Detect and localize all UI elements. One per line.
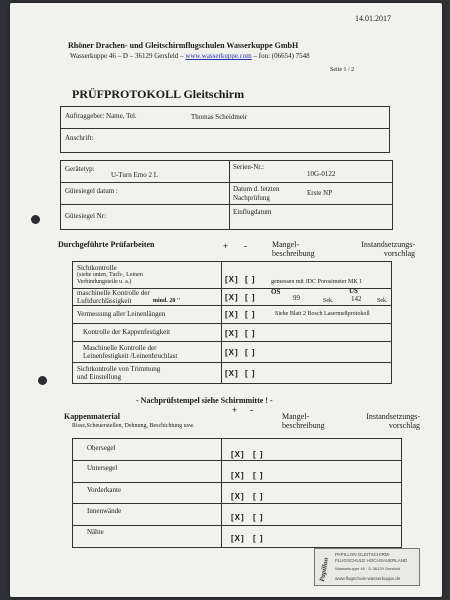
canopy-leading-edge-minus-checkbox[interactable]: [ ] <box>253 492 264 501</box>
punch-hole <box>38 376 47 385</box>
stamp-logo: Papillon <box>318 556 331 583</box>
canopy-top-sail-label: Obersegel <box>87 444 116 452</box>
customer-name-value: Thomas Scheidmeir <box>191 113 248 121</box>
plus-column-label: + <box>223 241 229 251</box>
check-line-lengths-label: Vermessung aller Leinenlängen <box>77 310 166 318</box>
stamp-line-4: www.flugschule-wasserkuppe.de <box>335 576 401 581</box>
check-porosity-minimum: mind. 20 '' <box>153 298 181 304</box>
punch-hole <box>31 215 40 224</box>
check-porosity-plus-checkbox[interactable]: [X] <box>225 293 239 302</box>
check-line-strength-plus-checkbox[interactable]: [X] <box>225 348 239 357</box>
check-line-strength-minus-checkbox[interactable]: [ ] <box>245 348 256 357</box>
customer-address-label: Anschrift: <box>65 134 94 142</box>
canopy-leading-edge-plus-checkbox[interactable]: [X] <box>231 492 245 501</box>
porosity-us-label: US <box>349 287 358 295</box>
serial-label: Serien-Nr.: <box>233 163 264 171</box>
minus-column-label: - <box>244 241 247 251</box>
check-porosity-label: maschinelle Kontrolle der Luftdurchlässigkeit <box>77 289 150 305</box>
check-line-lengths-note: Siehe Blatt 2 Bosch Lasermeßprotokoll <box>275 311 370 317</box>
canopy-minus-column-label: - <box>250 405 253 415</box>
check-visual-plus-checkbox[interactable]: [X] <box>225 275 239 284</box>
canopy-seams-minus-checkbox[interactable]: [ ] <box>253 534 264 543</box>
porosity-os-label: OS <box>271 288 281 296</box>
canopy-bottom-sail-label: Untersegel <box>87 464 118 472</box>
stamp-note: - Nachprüfstempel siehe Schirmmitte ! - <box>136 396 273 405</box>
porosity-us-value: 142 <box>351 295 362 303</box>
porosity-us-unit: Sek. <box>377 298 388 304</box>
check-visual-sub: (siehe unten, Tuch-, Leinen Verbindungsteile u. a.) <box>77 272 143 285</box>
company-address: Wasserkuppe 46 – D – 36129 Gersfeld – www.wasserkuppe.com – fon: (06654) 7548 <box>70 52 310 60</box>
check-trim-minus-checkbox[interactable]: [ ] <box>245 369 256 378</box>
page-title: PRÜFPROTOKOLL Gleitschirm <box>72 87 245 101</box>
check-line-lengths-plus-checkbox[interactable]: [X] <box>225 310 239 319</box>
check-canopy-strength-label: Kontrolle der Kappenfestigkeit <box>83 328 171 336</box>
canopy-plus-column-label: + <box>232 405 238 415</box>
check-line-strength-label: Maschinelle Kontrolle der Leinenfestigkeit /Leinenbruchlast <box>83 344 178 360</box>
canopy-inner-walls-label: Innenwände <box>87 507 122 515</box>
device-box <box>60 160 393 230</box>
check-visual-minus-checkbox[interactable]: [ ] <box>245 275 256 284</box>
company-name: Rhöner Drachen- und Gleitschirmflugschulen Wasserkuppe GmbH <box>68 41 299 50</box>
stamp-line-2: FLUGSCHULE HOCHSAUERLAND <box>335 558 408 563</box>
device-type-label: Gerätetyp: <box>65 165 95 173</box>
canopy-leading-edge-label: Vorderkante <box>87 486 122 494</box>
checks-table <box>72 261 392 384</box>
canopy-bottom-sail-plus-checkbox[interactable]: [X] <box>231 471 245 480</box>
last-check-label: Datum d. letzten Nachprüfung <box>233 185 280 202</box>
customer-box <box>60 106 390 153</box>
canopy-sub: Risse,Scheuerstellen, Dehnung, Beschichtung usw. <box>72 423 195 429</box>
check-canopy-strength-minus-checkbox[interactable]: [ ] <box>245 329 256 338</box>
page-indicator: Seite 1 / 2 <box>330 67 355 73</box>
stamp-line-3: Wasserkuppe 46 · D-36129 Gersfeld <box>335 566 400 571</box>
device-type-value: U-Turn Emo 2 L <box>111 171 158 179</box>
canopy-defect-column-label: Mangel- beschreibung <box>282 412 325 430</box>
canopy-top-sail-plus-checkbox[interactable]: [X] <box>231 450 245 459</box>
seal-number-label: Gütesiegel Nr: <box>65 212 107 220</box>
check-canopy-strength-plus-checkbox[interactable]: [X] <box>225 329 239 338</box>
check-porosity-minus-checkbox[interactable]: [ ] <box>245 293 256 302</box>
canopy-bottom-sail-minus-checkbox[interactable]: [ ] <box>253 471 264 480</box>
company-phone: – fon: (06654) 7548 <box>253 52 310 60</box>
canopy-table <box>72 438 402 548</box>
school-stamp <box>314 548 420 586</box>
porosity-os-unit: Sek. <box>323 298 334 304</box>
check-visual-label: Sichtkontrolle <box>77 264 117 272</box>
company-address-text: Wasserkuppe 46 – D – 36129 Gersfeld <box>70 52 179 60</box>
stamp-line-1: PAPILLON GLEITSCHIRM- <box>335 552 391 557</box>
repair-column-label: Instandsetzungs- vorschlag <box>361 240 415 258</box>
company-website-link[interactable]: www.wasserkuppe.com <box>185 52 252 60</box>
canopy-heading: Kappenmaterial <box>64 412 120 421</box>
canopy-inner-walls-plus-checkbox[interactable]: [X] <box>231 513 245 522</box>
date: 14.01.2017 <box>355 14 391 23</box>
customer-name-label: Auftraggeber: Name, Tel. <box>65 112 137 120</box>
check-trim-plus-checkbox[interactable]: [X] <box>225 369 239 378</box>
check-visual-note: gemessen mit JDC Porosimeter MK 1 <box>271 279 363 285</box>
canopy-seams-plus-checkbox[interactable]: [X] <box>231 534 245 543</box>
canopy-inner-walls-minus-checkbox[interactable]: [ ] <box>253 513 264 522</box>
canopy-seams-label: Nähte <box>87 528 104 536</box>
checks-heading: Durchgeführte Prüfarbeiten <box>58 240 155 249</box>
seal-date-label: Gütesiegel datum : <box>65 187 118 195</box>
serial-value: 10G-0122 <box>307 170 336 178</box>
check-line-lengths-minus-checkbox[interactable]: [ ] <box>245 310 256 319</box>
check-trim-label: Sichtkontrolle von Trimmung und Einstellung <box>77 365 161 381</box>
first-flight-label: Einflugdatum <box>233 208 272 216</box>
protocol-sheet <box>10 3 442 597</box>
canopy-top-sail-minus-checkbox[interactable]: [ ] <box>253 450 264 459</box>
canopy-repair-column-label: Instandsetzungs- vorschlag <box>366 412 420 430</box>
porosity-os-value: 99 <box>293 294 300 302</box>
last-check-value: Erste NP <box>307 189 333 197</box>
defect-column-label: Mangel- beschreibung <box>272 240 315 258</box>
